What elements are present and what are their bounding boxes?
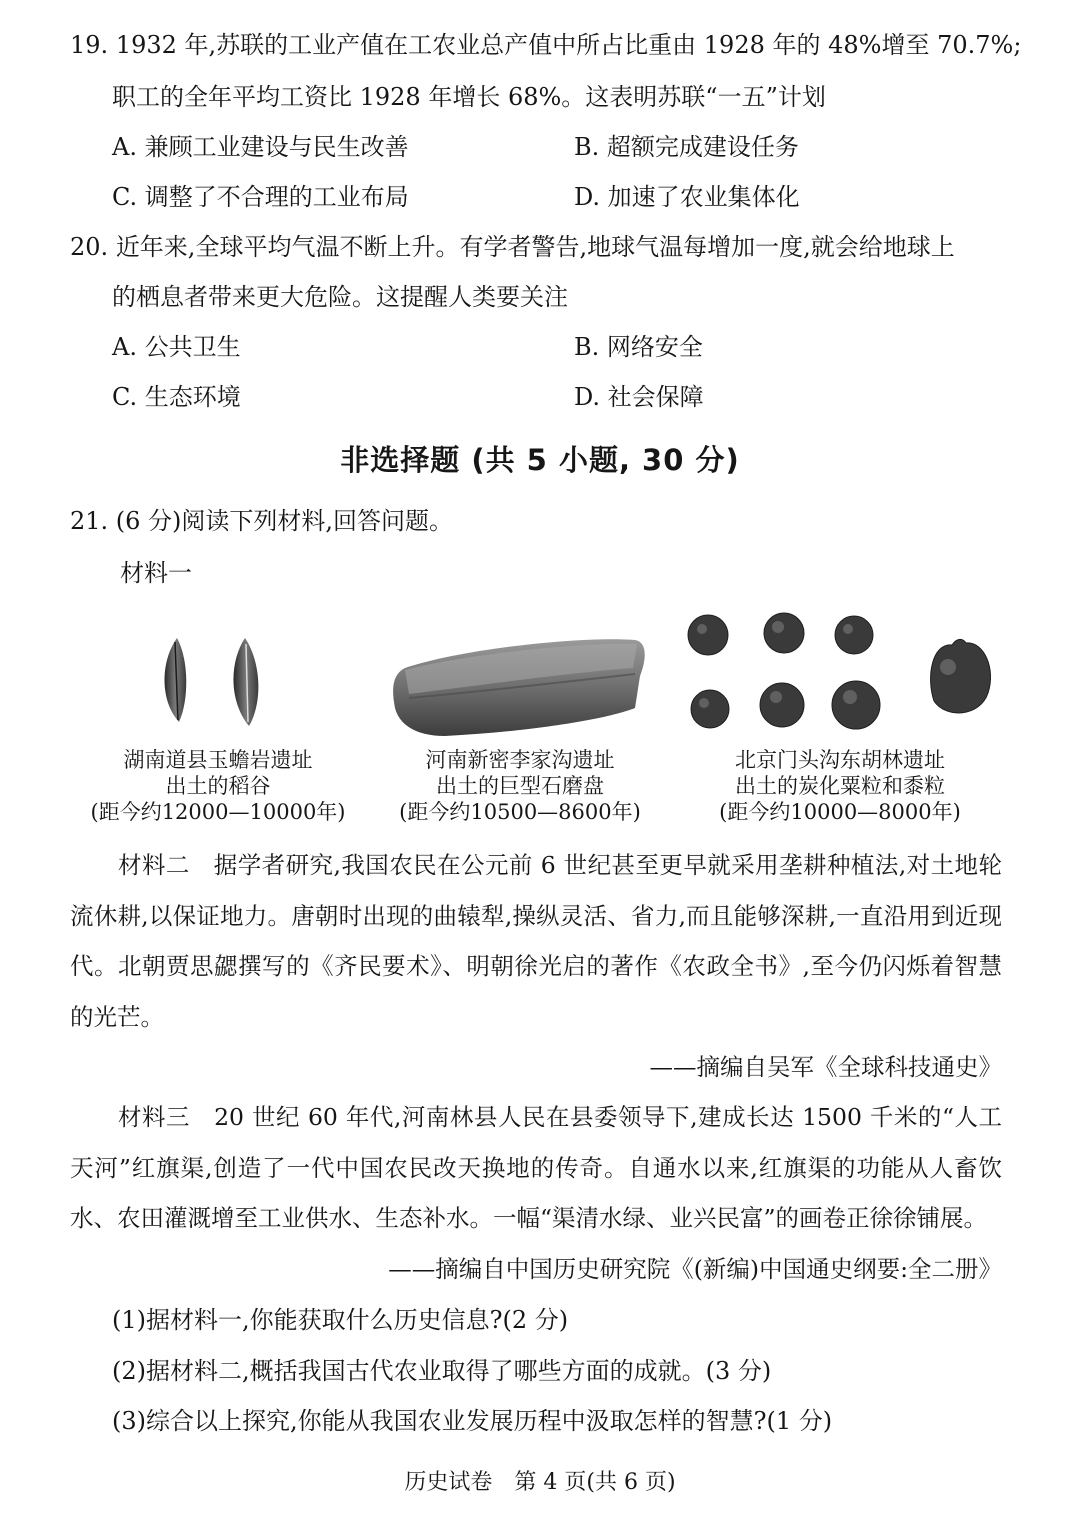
figure2-caption-line3: (距今约10500—8600年) bbox=[399, 800, 641, 824]
rice-grains-image bbox=[145, 630, 285, 730]
q19-option-d[interactable]: D. 加速了农业集体化 bbox=[574, 183, 800, 211]
figure1-caption-line2: 出土的稻谷 bbox=[165, 774, 271, 798]
q20-text-line1: 近年来,全球平均气温不断上升。有学者警告,地球气温每增加一度,就会给地球上 bbox=[115, 233, 955, 261]
figure2-caption-line1: 河南新密李家沟遗址 bbox=[425, 748, 615, 772]
q20-option-c[interactable]: C. 生态环境 bbox=[112, 383, 241, 411]
q21-intro: 21. (6 分)阅读下列材料,回答问题。 bbox=[70, 507, 454, 535]
figure3-caption-line3: (距今约10000—8000年) bbox=[719, 800, 961, 824]
section-title: 非选择题 (共 5 小题, 30 分) bbox=[340, 443, 740, 477]
page-footer: 历史试卷 第 4 页(共 6 页) bbox=[404, 1470, 676, 1495]
figure1-caption-line3: (距今约12000—10000年) bbox=[90, 800, 346, 824]
q19-text-line1: 1932 年,苏联的工业产值在工农业总产值中所占比重由 1928 年的 48%增至 70.7%; bbox=[115, 31, 1022, 59]
q21-subquestion-2: (2)据材料二,概括我国古代农业取得了哪些方面的成就。(3 分) bbox=[112, 1357, 772, 1385]
q19-option-b[interactable]: B. 超额完成建设任务 bbox=[574, 133, 799, 161]
q20-stem-line1 bbox=[70, 232, 955, 262]
material2-source: ——摘编自吴军《全球科技通史》 bbox=[649, 1053, 1002, 1081]
q19-stem-line2: 职工的全年平均工资比 1928 年增长 68%。这表明苏联“一五”计划 bbox=[112, 83, 826, 111]
material3-text: 材料三 20 世纪 60 年代,河南林县人民在县委领导下,建成长达 1500 千米的“人工天河”红旗渠,创造了一代中国农民改天换地的传奇。自通水以来,红旗渠的功能从人畜饮水、农田灌溉增至工业供水、生态补水。一幅“渠清水绿、业兴民富”的画卷正徐徐铺展。 bbox=[70, 1103, 1002, 1232]
q20-number: 20. bbox=[70, 233, 109, 261]
q19-number: 19. bbox=[70, 31, 109, 59]
q20-option-a[interactable]: A. 公共卫生 bbox=[112, 333, 241, 361]
q19-stem-line1 bbox=[70, 30, 1021, 60]
figure2-caption-line2: 出土的巨型石磨盘 bbox=[435, 774, 604, 798]
q20-option-d[interactable]: D. 社会保障 bbox=[574, 383, 704, 411]
figure2-caption bbox=[399, 747, 641, 825]
figure3-caption bbox=[719, 747, 961, 825]
q20-stem-line2: 的栖息者带来更大危险。这提醒人类要关注 bbox=[112, 283, 568, 311]
q21-subquestion-1: (1)据材料一,你能获取什么历史信息?(2 分) bbox=[112, 1306, 569, 1334]
carbonized-grains-image bbox=[682, 605, 1002, 740]
figure3-caption-line1: 北京门头沟东胡林遗址 bbox=[734, 748, 945, 772]
figure1-caption-line1: 湖南道县玉蟾岩遗址 bbox=[123, 748, 313, 772]
q20-option-b[interactable]: B. 网络安全 bbox=[574, 333, 703, 361]
q21-subquestion-3: (3)综合以上探究,你能从我国农业发展历程中汲取怎样的智慧?(1 分) bbox=[112, 1407, 833, 1435]
q19-option-c[interactable]: C. 调整了不合理的工业布局 bbox=[112, 183, 409, 211]
figure1-caption bbox=[91, 747, 346, 825]
grinding-stone-image bbox=[385, 628, 655, 743]
figure3-caption-line2: 出土的炭化粟粒和黍粒 bbox=[734, 774, 945, 798]
material3-source: ——摘编自中国历史研究院《(新编)中国通史纲要:全二册》 bbox=[388, 1255, 1002, 1283]
material1-label: 材料一 bbox=[120, 559, 192, 587]
material2-text: 材料二 据学者研究,我国农民在公元前 6 世纪甚至更早就采用垄耕种植法,对土地轮流休耕,以保证地力。唐朝时出现的曲辕犁,操纵灵活、省力,而且能够深耕,一直沿用到近现代。北朝贾思勰撰写的《齐民要术》、明朝徐光启的著作《农政全书》,至今仍闪烁着智慧的光芒。 bbox=[70, 851, 1002, 1031]
q19-option-a[interactable]: A. 兼顾工业建设与民生改善 bbox=[112, 133, 409, 161]
